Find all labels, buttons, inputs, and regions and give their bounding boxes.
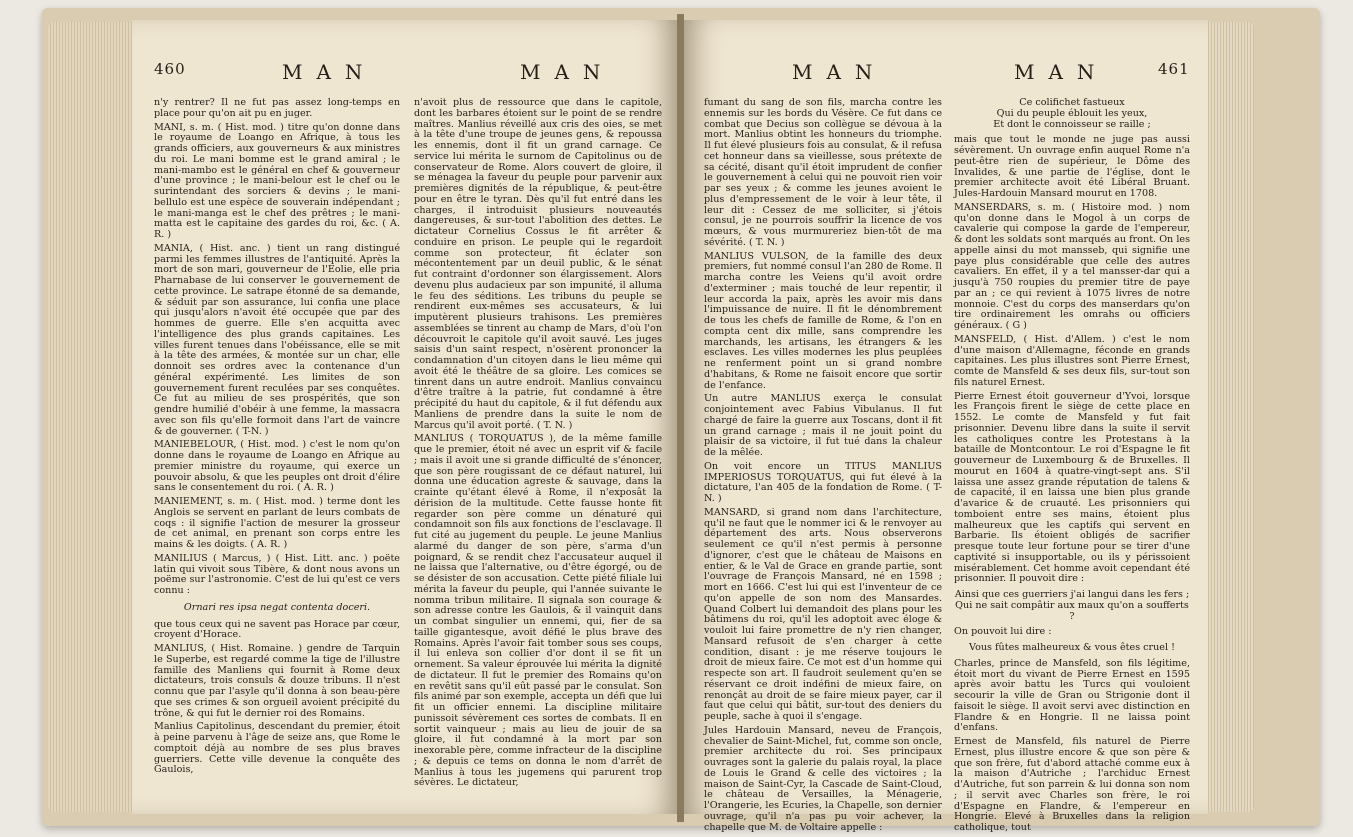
paragraph: n'y rentrer? Il ne fut pas assez long-temps en place pour qu'on ait pu en juger. bbox=[154, 97, 400, 119]
right-running-head: MAN bbox=[792, 60, 887, 84]
left-page bbox=[132, 20, 677, 814]
right-page-number: 461 bbox=[1158, 60, 1190, 78]
paragraph: MANIEMENT, s. m. ( Hist. mod. ) terme dont les Anglois se servent en parlant de leurs combats de coqs : il signifie l'action de mesurer la grosseur de cet animal, en prenant son corps entre les mains & les doigts. ( A. R. ) bbox=[154, 496, 400, 550]
right-page bbox=[684, 20, 1208, 833]
paragraph: MANLIUS VULSON, de la famille des deux premiers, fut nommé consul l'an 280 de Rome. Il marcha contre les Veiens qu'il avoit ordre d'exterminer ; mais touché de leur repentir, il leur accorda la paix, après les avoir mis dans l'impuissance de nuire. Il fit le dénombrement de tous les chefs de famille de Rome, & l'on en compta cent dix mille, sans comprendre les marchands, les artisans, les étrangers & les esclaves. Les villes modernes les plus peuplées ne renferment point un si grand nombre d'habitans, & Rome ne faisoit encore que sortir de l'enfance. bbox=[704, 250, 942, 391]
paragraph: MANSARD, si grand nom dans l'architecture, qu'il ne faut que le nommer ici & le renvoyer au département des arts. Nous observerons seulement ce qu'il n'est permis à personne d'ignorer, c'est que le château de Maisons en entier, & le Val de Grace en grande partie, sont l'ouvrage de François Mansard, né en 1598 ; mort en 1666. C'est lui qui est l'inventeur de ce qu'on appelle de son nom des Mansardes. Quand Colbert lui demandoit des plans pour les bâtimens du roi, qu'il les adoptoit avec éloge & vouloit lui faire promettre de n'y rien changer, Mansard refusoit de s'en charger à cette condition, disant : je me réserve toujours le droit de mieux faire. Ce mot est d'un homme qui respecte son art. Il faudroit seulement qu'en se réservant ce droit indéfini de mieux faire, on renonçât au droit de se faire mieux payer, car il faut que celui qui bâtit, sur-tout des deniers du peuple, sache à quoi il s'engage. bbox=[704, 506, 942, 722]
paragraph: MANIA, ( Hist. anc. ) tient un rang distingué parmi les femmes illustres de l'antiquité. Après la mort de son mari, gouverneur de l'Eolie, elle pria Pharnabase de lui conserver le gouvernement de cette province. Le satrape étonné de sa demande, & séduit par son assurance, lui confia une place qui jusqu'alors n'avoit été occupée que par des hommes de guerre. Elle s'en acquitta avec l'intelligence des plus grands capitaines. Les villes furent tenues dans l'obéissance, elle se mit à la tête des armées, & montée sur un char, elle donnoit ses ordres avec la contenance d'un général expérimenté. Les limites de son gouvernement furent reculées par ses conquêtes. Ce fut au milieu de ses prospérités, que son gendre humilié d'obéir à une femme, la massacra avec son fils qu'elle formoit dans l'art de vaincre & de gouverner. ( T-N. ) bbox=[154, 242, 400, 437]
paragraph: Un autre MANLIUS exerça le consulat conjointement avec Fabius Vibulanus. Il fut chargé de faire la guerre aux Toscans, dont il fit un grand carnage ; mais il ne jouit point du plaisir de sa victoire, il fut tué dans la chaleur de la mêlée. bbox=[704, 393, 942, 458]
paragraph: MANSERDARS, s. m. ( Histoire mod. ) nom qu'on donne dans le Mogol à un corps de cavalerie qui compose la garde de l'empereur, & dont les soldats sont marqués au front. On les appelle ainsi du mot mansseb, qui signifie une paye plus considérable que celle des autres cavaliers. En effet, il y a tel mansser-dar qui a jusqu'à 750 roupies du premier titre de paye par an ; ce qui revient à 1075 livres de notre monnoie. C'est du corps des manserdars qu'on tire ordinairement les omrahs ou officiers généraux. ( G ) bbox=[954, 201, 1190, 331]
verse-line: Vous fûtes malheureux & vous êtes cruel ! bbox=[969, 642, 1175, 653]
paragraph: MANILIUS ( Marcus, ) ( Hist. Litt. anc. ) poëte latin qui vivoit sous Tibère, & dont nous avons un poëme sur l'astronomie. C'est de lui qu'est ce vers connu : bbox=[154, 552, 400, 596]
left-column-2 bbox=[414, 98, 662, 792]
paragraph: Ernest de Mansfeld, fils naturel de Pierre Ernest, plus illustre encore & que son père & que son frère, fut d'abord attaché comme eux à la maison d'Autriche ; l'archiduc Ernest d'Autriche, fut son parrein & lui donna son nom ; il servit avec Charles son frère, le roi d'Espagne en Flandre, & l'empereur en Hongrie. Elevé à Bruxelles dans la religion catholique, tout bbox=[954, 736, 1190, 833]
right-column-1 bbox=[704, 98, 942, 836]
paragraph: Jules Hardouin Mansard, neveu de François, chevalier de Saint-Michel, fut, comme son oncle, premier architecte du roi. Ses principaux ouvrages sont la galerie du palais royal, la place de Louis le Grand & celle des victoires ; la maison de Saint-Cyr, la Cascade de Saint-Cloud, le château de Versailles, la Ménagerie, l'Orangerie, les Ecuries, la Chapelle, son dernier ouvrage, qu'il n'a pas pu voir achever, la chapelle que M. de Voltaire appelle : bbox=[704, 724, 942, 833]
latin-quote: Ornari res ipsa negat contenta doceri. bbox=[183, 601, 371, 613]
left-page-edges bbox=[48, 22, 132, 812]
paragraph: mais que tout le monde ne juge pas aussi sévèrement. Un ouvrage enfin auquel Rome n'a peut-être rien de supérieur, le Dôme des Invalides, & une partie de l'église, dont le premier architecte avoit été Libéral Bruant. Jules-Hardouin Mansard mourut en 1708. bbox=[954, 134, 1190, 199]
verse-block-3 bbox=[954, 643, 1190, 654]
verse-line: Qui du peuple éblouit les yeux, bbox=[996, 107, 1148, 119]
paragraph: MANIEBELOUR, ( Hist. mod. ) c'est le nom qu'on donne dans le royaume de Loango en Afrique au premier ministre du royaume, qui exerce un pouvoir absolu, & que les peuples ont droit d'élire sans le consentement du roi. ( A. R. ) bbox=[154, 439, 400, 494]
paragraph: que tous ceux qui ne savent pas Horace par cœur, croyent d'Horace. bbox=[154, 618, 400, 641]
paragraph: On voit encore un TITUS MANLIUS IMPERIOSUS TORQUATUS, qui fut élevé à la dictature, l'an 405 de la fondation de Rome. ( T-N. ) bbox=[704, 460, 942, 504]
paragraph: On pouvoit lui dire : bbox=[954, 626, 1052, 638]
verse-line: Et dont le connoisseur se raille ; bbox=[993, 118, 1151, 130]
paragraph: MANLIUS, ( Hist. Romaine. ) gendre de Tarquin le Superbe, est regardé comme la tige de l'illustre famille des Manliens qui fournit à Rome deux dictateurs, trois consuls & douze tribuns. Il n'est connu que par l'asyle qu'il donna à son beau-père que ses crimes & son orgueil avoient précipité du trône, & qui fut le dernier roi des Romains. bbox=[154, 643, 400, 719]
paragraph: MANLIUS ( TORQUATUS ), de la même famille que le premier, étoit né avec un esprit vif & facile ; mais il avoit une si grande difficulté de s'énoncer, que son père rougissant de ce défaut naturel, lui donna une éducation agreste & sauvage, dans la crainte qu'étant élevé à Rome, il n'exposât la dérision de la multitude. Cette fausse honte fit regarder son père comme un dénaturé qui condamnoit son fils aux fonctions de l'esclavage. Il fut cité au jugement du peuple. Le jeune Manlius alarmé du danger de son père, s'arma d'un poignard, & se rendit chez l'accusateur auquel il ne laissa que l'alternative, ou d'être égorgé, ou de se désister de son accusation. Cette piété filiale lui mérita la faveur du peuple, qui l'année suivante le nomma tribun militaire. Il signala son courage & son adresse contre les Gaulois, & il vainquit dans un combat singulier un ennemi, qui, fier de sa taille gigantesque, avoit défié le plus brave des Romains. Après l'avoir fait tomber sous ses coups, il lui enleva son collier d'or dont il se fit un ornement. Sa valeur éprouvée lui mérita la dignité de dictateur. Il fut le premier des Romains qu'on en revêtit sans qu'il eût passé par le consulat. Son fils animé par son exemple, accepta un défi que lui fit un officier ennemi. La discipline militaire punissoit sévèrement ces sortes de combats. Il en sortit vainqueur ; mais au lieu de jouir de sa gloire, il fut condamné à la mort par son inexorable père, comme infracteur de la discipline ; & depuis ce tems on donna le nom d'arrêt de Manlius à tous les jugemens qui parurent trop sévères. Le dictateur, bbox=[414, 433, 663, 789]
verse-line: Ce colifichet fastueux bbox=[1019, 97, 1125, 108]
paragraph: Charles, prince de Mansfeld, son fils légitime, étoit mort du vivant de Pierre Ernest en 1595 après avoir battu les Turcs qui vouloient secourir la ville de Gran ou Strigonie dont il faisoit le siège. Il avoit servi avec distinction en Flandre & en Hongrie. Il ne laissa point d'enfans. bbox=[954, 657, 1190, 734]
left-col1-paragraphs bbox=[154, 98, 400, 597]
verse-line: Ainsi que ces guerriers j'ai langui dans les fers ; bbox=[954, 589, 1190, 600]
left-column-1 bbox=[154, 98, 400, 779]
paragraph: MANI, s. m. ( Hist. mod. ) titre qu'on donne dans le royaume de Loango en Afrique, à tous les grands officiers, aux gouverneurs & aux ministres du roi. Le mani bomme est le grand amiral ; le mani-mambo est le général en chef & gouverneur d'une province ; le mani-belour est le chef ou le surintendant des sorciers & devins ; le mani-bellulo est une espèce de souverain indépendant ; le mani-manga est le chef des prêtres ; le mani-matta est le capitaine des gardes du roi, &c. ( A. R. ) bbox=[154, 121, 400, 240]
paragraph: n'avoit plus de ressource que dans le capitole, dont les barbares étoient sur le point de se rendre maîtres. Manlius réveillé aux cris des oies, se met à la tête d'une troupe de jeunes gens, & repoussa les ennemis, dont il fit un grand carnage. Ce service lui mérita le surnom de Capitolinus ou de conservateur de Rome. Alors couvert de gloire, il se ménagea la faveur du peuple pour parvenir aux premières dignités de la république, & peut-être pour en être le tyran. Dès qu'il fut entré dans les charges, il introduisit plusieurs nouveautés dangereuses, & sur-tout l'abolition des dettes. Le dictateur Cornelius Cossus le fit arrêter & conduire en prison. Le peuple qui le regardoit comme son protecteur, fit éclater son mécontentement par un deuil public, & le sénat fut contraint d'ordonner son élargissement. Alors devenu plus audacieux par son impunité, il alluma le feu des séditions. Les tribuns du peuple se rendirent eux-mêmes ses accusateurs, & lui imputèrent plusieurs trahisons. Les premières assemblées se tinrent au champ de Mars, d'où l'on découvroit le capitole qu'il avoit sauvé. Les juges saisis d'un saint respect, n'osèrent prononcer la condamnation d'un citoyen dans le lieu même qui avoit été le théâtre de sa gloire. Les comices se tinrent dans un autre endroit. Manlius convaincu d'être traître à la patrie, fut condamné à être précipité du haut du capitole, & il fut défendu aux Manliens de prendre dans la suite le nom de Marcus qu'il avoit porté. ( T. N. ) bbox=[414, 97, 662, 431]
paragraph: Pierre Ernest étoit gouverneur d'Yvoi, lorsque les François firent le siège de cette place en 1552. Le comte de Mansfeld y fut fait prisonnier. Devenu libre dans la suite il servit les catholiques contre les Protestans à la bataille de Montcontour. Le roi d'Espagne le fit gouverneur de Luxembourg & de Bruxelles. Il mourut en 1604 à quatre-vingt-sept ans. S'il laissa une assez grande réputation de talens & de capacité, il en laissa une bien plus grande d'avarice & de cruauté. Les prisonniers qui tomboient entre ses mains, étoient plus malheureux que les captifs qui servent en Barbarie. Ils étoient obligés de sacrifier presque toute leur fortune pour se tirer d'une captivité si insupportable, ou ils y périssoient misérablement. Cet homme avoit cependant été prisonnier. Il pouvoit dire : bbox=[954, 390, 1190, 585]
verse-line: Qui ne sait compâtir aux maux qu'on a soufferts ? bbox=[955, 599, 1189, 622]
verse-block-2 bbox=[954, 590, 1190, 622]
right-page-edges bbox=[1208, 22, 1254, 812]
right-column-2 bbox=[954, 98, 1190, 837]
paragraph: MANSFELD, ( Hist. d'Allem. ) c'est le nom d'une maison d'Allemagne, féconde en grands capitaines. Les plus illustres sont Pierre Ernest, comte de Mansfeld & ses deux fils, sur-tout son fils naturel Ernest. bbox=[954, 333, 1190, 388]
left-page-number: 460 bbox=[154, 60, 186, 78]
verse-block-1 bbox=[954, 98, 1190, 130]
book-gutter bbox=[677, 14, 684, 822]
paragraph: fumant du sang de son fils, marcha contre les ennemis sur les bords du Vésère. Ce fut dans ce combat que Decius son collègue se dévoua à la mort. Manlius obtint les honneurs du triomphe. Il fut élevé plusieurs fois au consulat, & il refusa cet honneur dans sa vieillesse, sous prétexte de sa cécité, disant qu'il étoit imprudent de confier le gouvernement à celui qui ne pouvoit rien voir par ses yeux ; & comme les jeunes avoient le plus d'empressement de le voir à leur tête, il leur dit : Cessez de me solliciter, si j'étois consul, je ne pourrois souffrir la licence de vos mœurs, & vous murmureriez bien-tôt de ma sévérité. ( T. N. ) bbox=[704, 97, 942, 248]
paragraph: Manlius Capitolinus, descendant du premier, étoit à peine parvenu à l'âge de seize ans, que Rome le comptoit déjà au nombre de ses plus braves guerriers. Cette ville devenue la conquête des Gaulois, bbox=[154, 721, 400, 776]
left-running-head: MAN bbox=[282, 60, 377, 84]
right-running-head-2: MAN bbox=[1014, 60, 1109, 84]
left-running-head-2: MAN bbox=[520, 60, 615, 84]
